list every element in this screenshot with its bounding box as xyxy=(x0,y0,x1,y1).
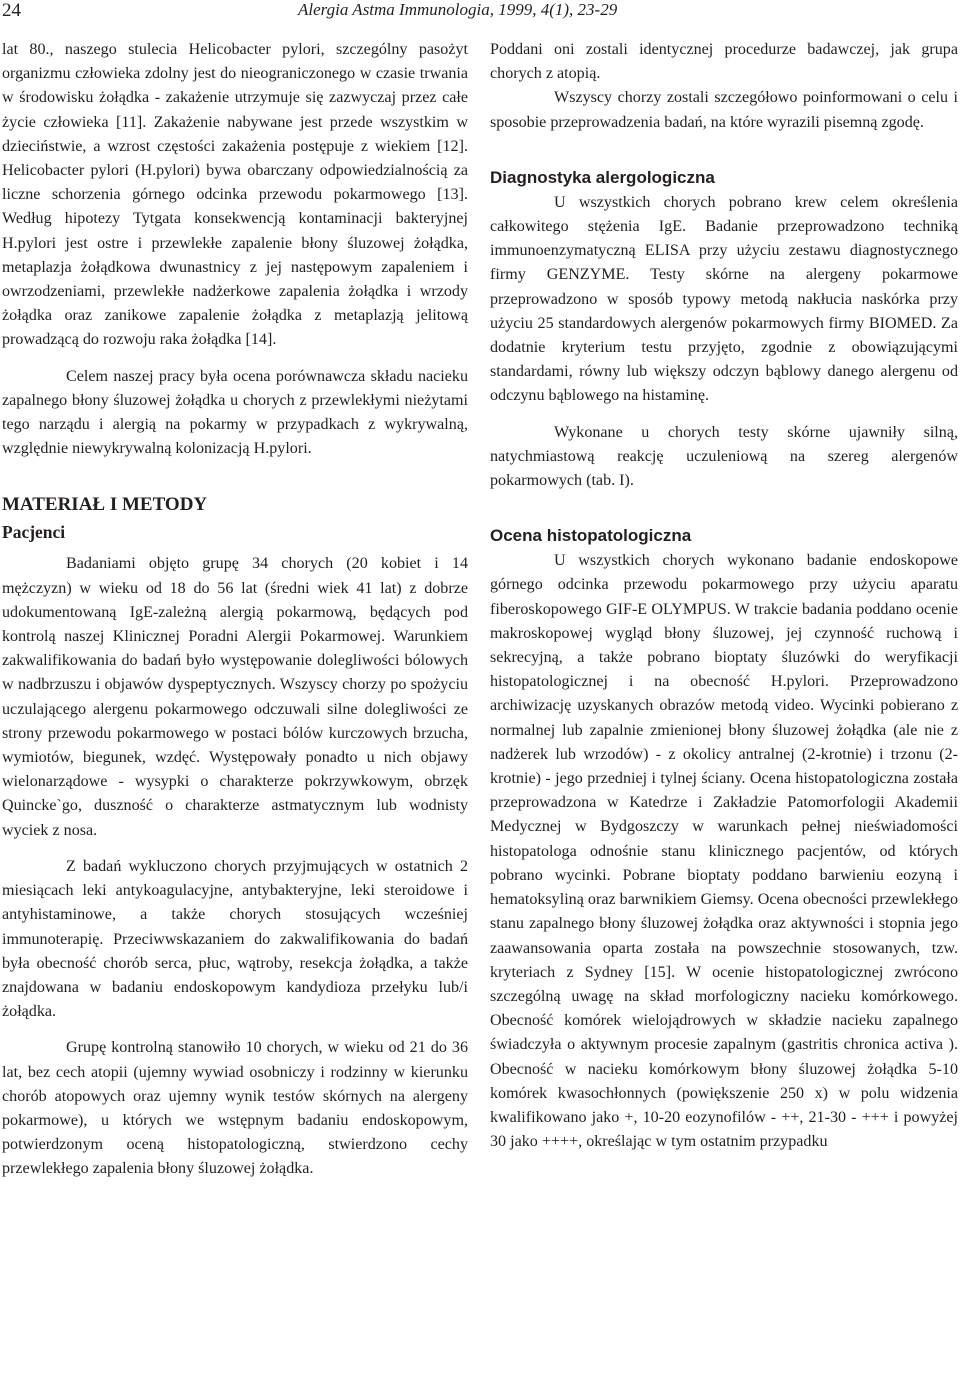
continued-paragraph: Poddani oni zostali identycznej procedurze badawczej, jak grupa chorych z atopią. xyxy=(490,41,958,83)
allergy-paragraph-1: U wszystkich chorych pobrano krew celem określenia całkowitego stężenia IgE. Badanie przeprowadzono techniką immunoenzymatyczną ELISA przy użyciu zestawu diagnostycznego firmy GENZYME. Testy skórne na alergeny pokarmowe przeprowadzono w sposób typowy metodą nakłucia naskórka przy użyciu 25 standardowych alergenów pokarmowych firmy BIOMED. Za dodatnie kryterium testu przyjęto, zgodnie z obowiązującymi standardami, równy lub większy odczyn bąblowy danego alergenu od odczynu bąblowego na histaminę. xyxy=(490,193,958,405)
subsection-heading-patients: Pacjenci xyxy=(2,522,66,543)
aim-paragraph: Celem naszej pracy była ocena porównawcza składu nacieku zapalnego błony śluzowej żołądka u chorych z przewlekłymi nieżytami tego narządu i alergią na pokarmy w przypadkach z wykrywalną, względnie niewykrywalną kolonizacją H.pylori. xyxy=(2,367,468,458)
section-heading-methods: MATERIAŁ I METODY xyxy=(2,494,208,516)
consent-paragraph: Wszyscy chorzy zostali szczegółowo poinformowani o celu i sposobie przeprowadzenia badań, na które wyrazili pisemną zgodę. xyxy=(490,89,958,131)
left-column xyxy=(2,38,468,1182)
histopathology-heading: Ocena histopatologiczna xyxy=(490,526,692,546)
patients-paragraph-1: Badaniami objęto grupę 34 chorych (20 kobiet i 14 mężczyzn) w wieku od 18 do 56 lat (średni wiek 41 lat) z dobrze udokumentowaną IgE-zależną alergią pokarmową, będących pod kontrolą naszej Klinicznej Poradni Alergii Pokarmowej. Warunkiem zakwalifikowania do badań było występowanie dolegliwości bólowych w nadbrzuszu i objawów dyspeptycznych. Wszyscy chorzy po spożyciu uczulającego alergenu pokarmowego odczuwali silne dolegliwości ze strony przewodu pokarmowego w postaci bólów kurczowych brzucha, wymiotów, biegunek, wzdęć. Występowały ponadto u nich objawy wielonarządowe - wysypki o charakterze pokrzywkowym, obrzęk Quincke`go, duszność o charakterze astmatycznym lub wodnisty wyciek z nosa. xyxy=(2,555,468,839)
allergy-paragraph-2: Wykonane u chorych testy skórne ujawniły silną, natychmiastową reakcję uczuleniową na szereg alergenów pokarmowych (tab. I). xyxy=(490,423,958,490)
journal-citation: Alergia Astma Immunologia, 1999, 4(1), 23-29 xyxy=(298,0,618,19)
patients-paragraph-3: Grupę kontrolną stanowiło 10 chorych, w wieku od 21 do 36 lat, bez cech atopii (ujemny wywiad osobniczy i rodzinny w kierunku chorób atopowych oraz ujemny wynik testów skórnych na alergeny pokarmowe), u których we wstępnym badaniu endoskopowym, potwierdzonym oceną histopatologiczną, stwierdzono cechy przewlekłego zapalenia błony śluzowej żołądka. xyxy=(2,1039,468,1178)
right-column xyxy=(490,38,958,1154)
allergy-diagnostics-heading: Diagnostyka alergologiczna xyxy=(490,167,715,187)
page-number: 24 xyxy=(2,0,21,21)
intro-paragraph: lat 80., naszego stulecia Helicobacter pylori, szczególny pasożyt organizmu człowieka zdolny jest do nieograniczonego w czasie trwania w środowisku żołądka - zakażenie utrzymuje się zazwyczaj przez całe życie człowieka [11]. Zakażenie nabywane jest przede wszystkim w dzieciństwie, a wzrost częstości zakażenia postępuje z wiekiem [12]. Helicobacter pylori (H.pylori) bywa obarczany odpowiedzialnością za liczne schorzenia górnego odcinka przewodu pokarmowego [13]. Według hipotezy Tytgata konsekwencją kontaminacji bakteryjnej H.pylori jest ostre i przewlekłe zapalenie błony śluzowej żołądka, metaplazja żołądkowa dwunastnicy z jej następowym zapaleniem i owrzodzeniami, przewlekłe nadżerkowe zapalenia żołądka i wrzody żołądka oraz zanikowe zapalenie żołądka z metaplazją jelitową prowadzącą do rozwoju raka żołądka [14]. xyxy=(2,41,468,349)
patients-paragraph-2: Z badań wykluczono chorych przyjmujących w ostatnich 2 miesiącach leki antykoagulacyjne, antybakteryjne, leki steroidowe i antyhistaminowe, a także chorych stosujących wcześniej immunoterapię. Przeciwwskazaniem do zakwalifikowania do badań była obecność chorób serca, płuc, wątroby, resekcja żołądka, a także znajdowana w badaniu endoskopowym kandydioza przełyku lub/i żołądka. xyxy=(2,857,468,1021)
page-header xyxy=(0,0,960,26)
histopathology-paragraph: U wszystkich chorych wykonano badanie endoskopowe górnego odcinka przewodu pokarmowego przy użyciu aparatu fiberoskopowego GIF-E OLYMPUS. W trakcie badania poddano ocenie makroskopowej wygląd błony śluzowej, jej czynność ruchową i sekrecyjną, a także pobrano bioptaty śluzówki do weryfikacji histopatologicznej i na obecność H.pylori. Przeprowadzono archiwizację uzyskanych obrazów metodą video. Wycinki pobierano z normalnej lub zapalnie zmienionej błony śluzowej żołądka (ale nie z nadżerek lub wrzodów) - z okolicy antralnej (2-krotnie) i trzonu (2-krotnie) - jego przedniej i tylnej ściany. Ocena histopatologiczna została przeprowadzona w Katedrze i Zakładzie Patomorfologii Akademii Medycznej w Bydgoszczy w warunkach pełnej nieświadomości histopatologa odnośnie stanu klinicznego pacjentów, od których pobrano wycinki. Pobrane bioptaty poddano barwieniu eozyną i hematoksyliną oraz barwnikiem Giemsy. Ocena obecności przewlekłego stanu zapalnego błony śluzowej żołądka oraz aktywności i stopnia jego zaawansowania oparta została na powszechnie stosowanych, tzw. kryteriach z Sydney [15]. W ocenie histopatologicznej zwrócono szczególną uwagę na skład morfologiczny nacieku komórkowego. Obecność komórek wielojądrowych w składzie nacieku zapalnego świadczyła o aktywnym procesie zapalnym (gastritis chronica activa ). Obecność w nacieku komórkowym błony śluzowej żołądka 5-10 komórek kwasochłonnych (powiększenie 250 x) w polu widzenia kwalifikowano jako +, 10-20 eozynofilów - ++, 21-30 - +++ i powyżej 30 jako ++++, określając w tym ostatnim przypadku xyxy=(490,552,958,1151)
